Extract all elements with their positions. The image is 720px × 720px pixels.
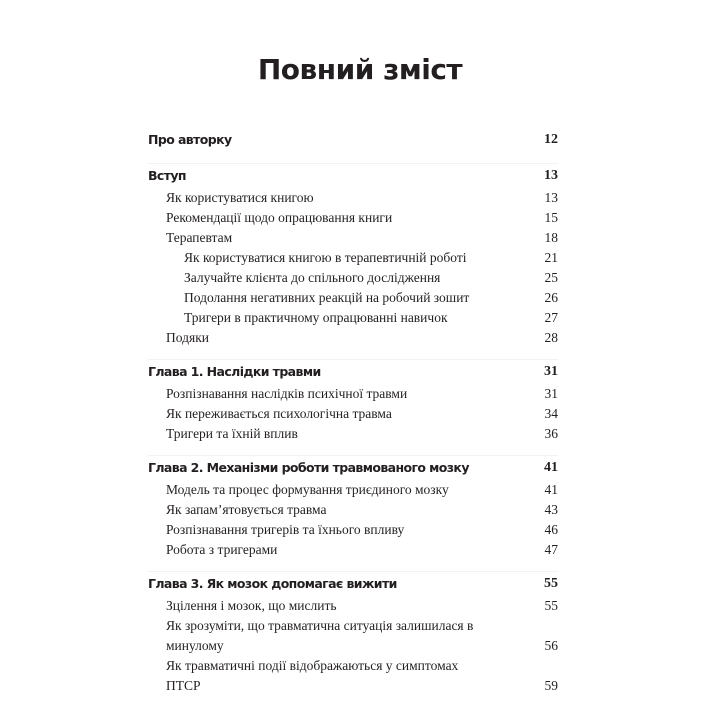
toc-page-number: 43 xyxy=(544,502,558,517)
toc-heading-text: Глава 2. Механізми роботи травмованого мозку xyxy=(148,460,469,475)
toc-page-number: 13 xyxy=(544,168,558,183)
toc-heading[interactable] xyxy=(148,572,558,596)
toc-entry[interactable] xyxy=(148,424,558,444)
toc-entry-text: Подолання негативних реакцій на робочий зошит xyxy=(184,290,470,305)
toc-entry[interactable] xyxy=(148,228,558,248)
toc-page-number: 59 xyxy=(544,678,558,693)
toc-page-number: 13 xyxy=(544,190,558,205)
toc-entry[interactable] xyxy=(148,500,558,520)
toc-entry-text: Подяки xyxy=(166,330,209,345)
toc-page-number: 46 xyxy=(544,522,558,537)
toc-page-number: 31 xyxy=(544,386,558,401)
toc-page-number: 56 xyxy=(544,638,558,653)
toc-page-number: 28 xyxy=(544,330,558,345)
toc-page-number: 34 xyxy=(544,406,558,421)
toc-entry[interactable] xyxy=(148,328,558,348)
toc-page-number: 12 xyxy=(544,132,558,147)
toc-entry[interactable] xyxy=(148,208,558,228)
toc-entry[interactable] xyxy=(148,656,558,696)
toc-heading[interactable] xyxy=(148,456,558,480)
toc-heading-text: Глава 1. Наслідки травми xyxy=(148,364,321,379)
toc-heading-text: Вступ xyxy=(148,168,186,183)
toc-section-chapter-2 xyxy=(148,455,558,560)
toc-heading[interactable] xyxy=(148,128,558,152)
table-of-contents xyxy=(148,128,558,707)
toc-subentry[interactable] xyxy=(148,308,558,328)
toc-heading[interactable] xyxy=(148,360,558,384)
toc-entry-text: Тригери в практичному опрацюванні навичок xyxy=(184,310,448,325)
toc-page-number: 31 xyxy=(544,364,558,379)
toc-entry[interactable] xyxy=(148,596,558,616)
toc-page-number: 27 xyxy=(544,310,558,325)
toc-page-number: 18 xyxy=(544,230,558,245)
toc-entry-text: Розпізнавання тригерів та їхнього впливу xyxy=(166,522,405,537)
toc-entry[interactable] xyxy=(148,384,558,404)
toc-entry-text: Як запам’ятовується травма xyxy=(166,502,327,517)
toc-entry-text: Як переживається психологічна травма xyxy=(166,406,392,421)
toc-heading[interactable] xyxy=(148,164,558,188)
toc-entry-text: Залучайте клієнта до спільного дослідження xyxy=(184,270,441,285)
toc-entry-text: Як травматичні події відображаються у симптомах ПТСР xyxy=(166,658,459,693)
toc-entry-text: Робота з тригерами xyxy=(166,542,278,557)
toc-page-number: 55 xyxy=(544,598,558,613)
toc-entry[interactable] xyxy=(148,616,558,656)
toc-subentry[interactable] xyxy=(148,288,558,308)
toc-page-number: 21 xyxy=(544,250,558,265)
toc-section-chapter-3 xyxy=(148,571,558,696)
toc-heading-text: Про авторку xyxy=(148,132,232,147)
toc-section-intro xyxy=(148,163,558,348)
toc-page-number: 47 xyxy=(544,542,558,557)
toc-page-number: 36 xyxy=(544,426,558,441)
page-title: Повний зміст xyxy=(257,52,463,86)
toc-entry[interactable] xyxy=(148,188,558,208)
toc-entry-text: Тригери та їхній вплив xyxy=(166,426,298,441)
toc-entry-text: Як зрозуміти, що травматична ситуація залишилася в минулому xyxy=(166,618,474,653)
toc-subentry[interactable] xyxy=(148,268,558,288)
toc-page-number: 41 xyxy=(544,460,558,475)
toc-section-about-author xyxy=(148,128,558,152)
toc-entry-text: Модель та процес формування триєдиного мозку xyxy=(166,482,449,497)
toc-page-number: 25 xyxy=(544,270,558,285)
toc-section-chapter-1 xyxy=(148,359,558,444)
toc-page-number: 55 xyxy=(544,576,558,591)
toc-entry-text: Як користуватися книгою в терапевтичній роботі xyxy=(184,250,467,265)
toc-page-number: 26 xyxy=(544,290,558,305)
toc-entry-text: Як користуватися книгою xyxy=(166,190,314,205)
toc-entry[interactable] xyxy=(148,404,558,424)
toc-entry[interactable] xyxy=(148,520,558,540)
toc-entry[interactable] xyxy=(148,540,558,560)
toc-entry-text: Розпізнавання наслідків психічної травми xyxy=(166,386,408,401)
toc-heading-text: Глава 3. Як мозок допомагає вижити xyxy=(148,576,397,591)
toc-entry-text: Зцілення і мозок, що мислить xyxy=(166,598,337,613)
toc-subentry[interactable] xyxy=(148,248,558,268)
toc-entry-text: Терапевтам xyxy=(166,230,233,245)
toc-entry-text: Рекомендації щодо опрацювання книги xyxy=(166,210,393,225)
toc-page-number: 15 xyxy=(544,210,558,225)
toc-page-number: 41 xyxy=(544,482,558,497)
toc-entry[interactable] xyxy=(148,480,558,500)
